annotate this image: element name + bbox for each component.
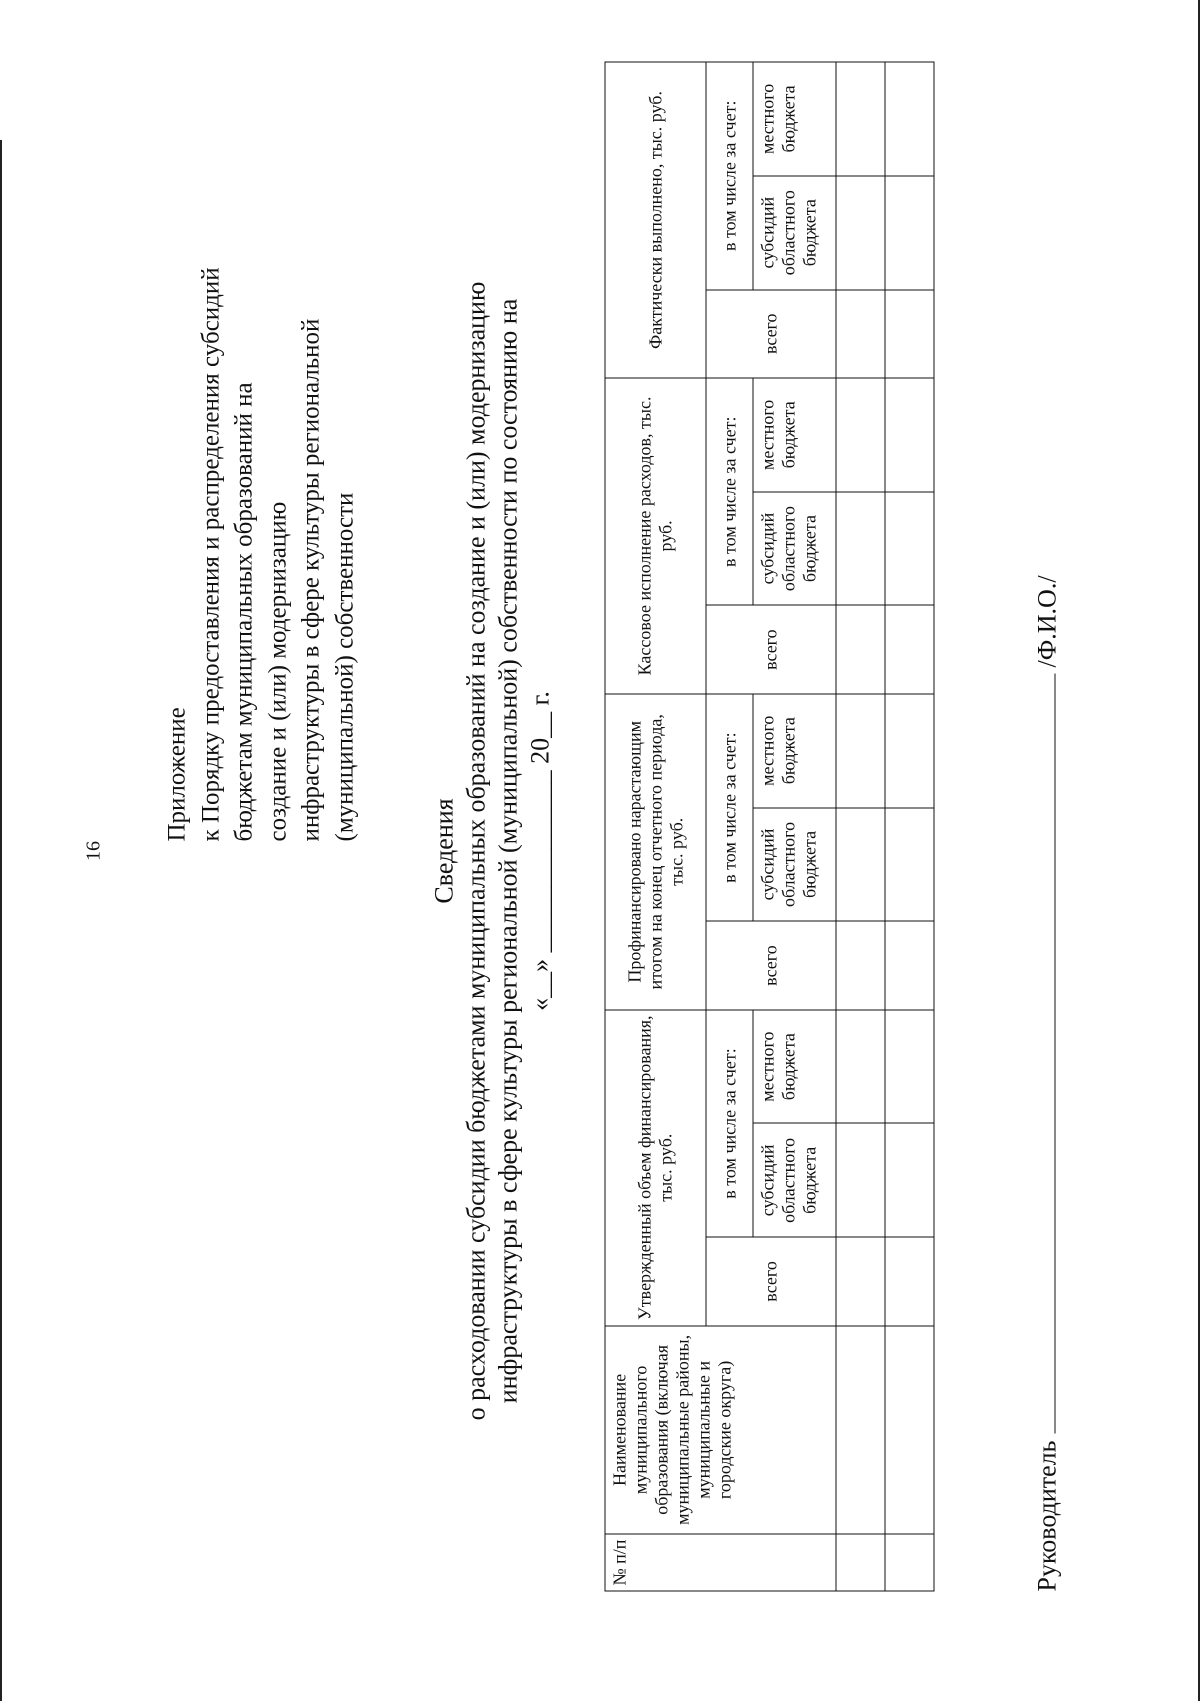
- title-heading: Сведения: [429, 797, 458, 904]
- table-cell: [836, 289, 885, 377]
- header-total: всего: [706, 289, 836, 377]
- signature-line: [1032, 91, 1062, 1591]
- header-total: всего: [706, 605, 836, 693]
- table-cell: [836, 1009, 885, 1123]
- header-regional-subsidy: субсидий областного бюджета: [753, 175, 836, 289]
- header-local-budget: местного бюджета: [753, 1009, 836, 1123]
- header-including: в том числе за счет:: [706, 693, 753, 920]
- report-table: [604, 61, 934, 1591]
- appendix-block: [160, 21, 361, 841]
- table-row: [885, 62, 934, 1591]
- table-cell: [836, 605, 885, 693]
- header-group-financed: Профинансировано нарастающим итогом на конец отчетного периода, тыс. руб.: [605, 693, 706, 1009]
- table-cell: [885, 491, 934, 605]
- table-cell: [836, 1534, 885, 1591]
- table-cell: [836, 175, 885, 289]
- title-date-line: «__» ______________ 20__ г.: [525, 690, 554, 1011]
- table-cell: [836, 62, 885, 176]
- table-cell: [885, 807, 934, 921]
- table-cell: [836, 1325, 885, 1533]
- table-cell: [836, 693, 885, 807]
- table-cell: [885, 693, 934, 807]
- title-line: инфраструктуры в сфере культуры региональной (муниципальной) собственности по состоянию на: [493, 298, 522, 1403]
- header-local-budget: местного бюджета: [753, 693, 836, 807]
- table-cell: [885, 605, 934, 693]
- header-regional-subsidy: субсидий областного бюджета: [753, 491, 836, 605]
- header-including: в том числе за счет:: [706, 377, 753, 604]
- header-municipality-name: Наименование муниципального образования (включая муниципальные районы, муниципальные и городские округа): [605, 1325, 836, 1533]
- signature-label: Руководитель: [1032, 1440, 1061, 1591]
- header-total: всего: [706, 921, 836, 1009]
- table-cell: [885, 175, 934, 289]
- table-cell: [885, 377, 934, 491]
- table-cell: [836, 807, 885, 921]
- table-cell: [885, 1237, 934, 1325]
- table-cell: [836, 377, 885, 491]
- signature-blank: [1032, 674, 1055, 1434]
- header-group-cash-execution: Кассовое исполнение расходов, тыс. руб.: [605, 377, 706, 693]
- table-cell: [885, 1534, 934, 1591]
- header-group-actually-done: Фактически выполнено, тыс. руб.: [605, 62, 706, 378]
- appendix-line: (муниципальной) собственности: [330, 492, 358, 841]
- table-row: [836, 62, 885, 1591]
- appendix-line: к Порядку предоставления и распределения субсидий: [196, 266, 224, 841]
- document-title: [428, 0, 556, 1701]
- header-regional-subsidy: субсидий областного бюджета: [753, 807, 836, 921]
- page-number: 16: [82, 840, 104, 861]
- table-cell: [836, 921, 885, 1009]
- table-cell: [836, 491, 885, 605]
- title-line: о расходовании субсидии бюджетами муниципальных образований на создание и (или) модернизацию: [461, 281, 490, 1420]
- table-cell: [836, 1237, 885, 1325]
- table-cell: [885, 1325, 934, 1533]
- table-cell: [885, 289, 934, 377]
- appendix-line: инфраструктуры в сфере культуры региональной: [297, 318, 324, 841]
- header-number: № п/п: [605, 1534, 836, 1591]
- signature-fio: /Ф.И.О./: [1032, 574, 1061, 667]
- table-cell: [885, 62, 934, 176]
- appendix-line: бюджетам муниципальных образований на: [230, 381, 257, 841]
- appendix-line: создание и (или) модернизацию: [263, 501, 291, 841]
- table-cell: [836, 1123, 885, 1237]
- header-regional-subsidy: субсидий областного бюджета: [753, 1123, 836, 1237]
- header-group-approved: Утвержденный объем финансирования, тыс. руб.: [605, 1009, 706, 1325]
- table-cell: [885, 1123, 934, 1237]
- header-local-budget: местного бюджета: [753, 62, 836, 176]
- header-including: в том числе за счет:: [706, 1009, 753, 1236]
- header-local-budget: местного бюджета: [753, 377, 836, 491]
- table-cell: [885, 921, 934, 1009]
- table-cell: [885, 1009, 934, 1123]
- header-total: всего: [706, 1237, 836, 1325]
- header-including: в том числе за счет:: [706, 62, 753, 290]
- appendix-heading: Приложение: [163, 706, 190, 841]
